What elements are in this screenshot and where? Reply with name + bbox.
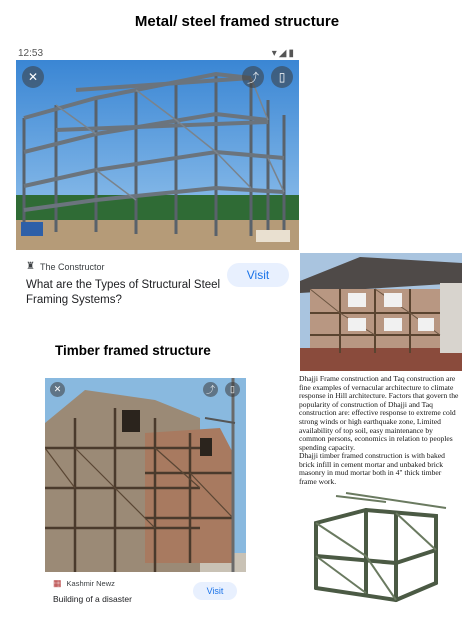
timber-card-title[interactable]: Building of a disaster xyxy=(53,594,132,604)
steel-structure-image xyxy=(16,60,299,250)
dhajji-house-image xyxy=(300,253,462,371)
news-logo-icon: ▦ xyxy=(53,578,62,588)
constructor-logo-icon: ♜ xyxy=(26,261,35,272)
timber-source xyxy=(53,578,115,589)
timber-structure-illustration xyxy=(45,378,246,572)
timber-heading: Timber framed structure xyxy=(55,343,211,358)
timber-bookmark-icon[interactable]: ▯ xyxy=(225,382,240,397)
dhajji-paragraph-2: Dhajji timber framed construction is with baked brick infill in cement mortar and unbaked brick masonry in mud mortar both in 4" thick timber frame work. xyxy=(299,451,445,486)
timber-frame-model-image xyxy=(296,488,456,606)
steel-source-name: The Constructor xyxy=(39,261,105,272)
status-icons: ▾◢▮ xyxy=(271,48,296,59)
dhajji-house-illustration xyxy=(300,253,462,371)
close-icon[interactable]: ✕ xyxy=(22,66,44,88)
steel-card-title[interactable]: What are the Types of Structural Steel Framing Systems? xyxy=(26,279,221,306)
bookmark-icon[interactable]: ▯ xyxy=(271,66,293,88)
timber-share-icon[interactable]: ⤴ xyxy=(203,382,218,397)
timber-frame-model-illustration xyxy=(296,488,456,606)
timber-structure-image xyxy=(45,378,246,572)
timber-source-name: Kashmir Newz xyxy=(66,579,115,588)
share-icon[interactable]: ⤴ xyxy=(242,66,264,88)
timber-close-icon[interactable]: ✕ xyxy=(50,382,65,397)
steel-source xyxy=(26,261,105,272)
timber-visit-button[interactable]: Visit xyxy=(193,582,237,600)
dhajji-paragraph-1: Dhajji Frame construction and Taq construction are fine examples of vernacular architecture to climate response in Hill architecture. Factors that govern the popularity of construction of Dhajji and Taq construction are: effective response to extreme cold strong winds or high earthquake zone, Limited availability of top soil, easy maintenance by common persons, economics in relation to peoples spending capacity. xyxy=(299,374,459,452)
status-time: 12:53 xyxy=(18,48,44,59)
steel-structure-illustration xyxy=(16,60,299,250)
steel-visit-button[interactable]: Visit xyxy=(227,263,289,287)
steel-heading: Metal/ steel framed structure xyxy=(134,13,340,30)
